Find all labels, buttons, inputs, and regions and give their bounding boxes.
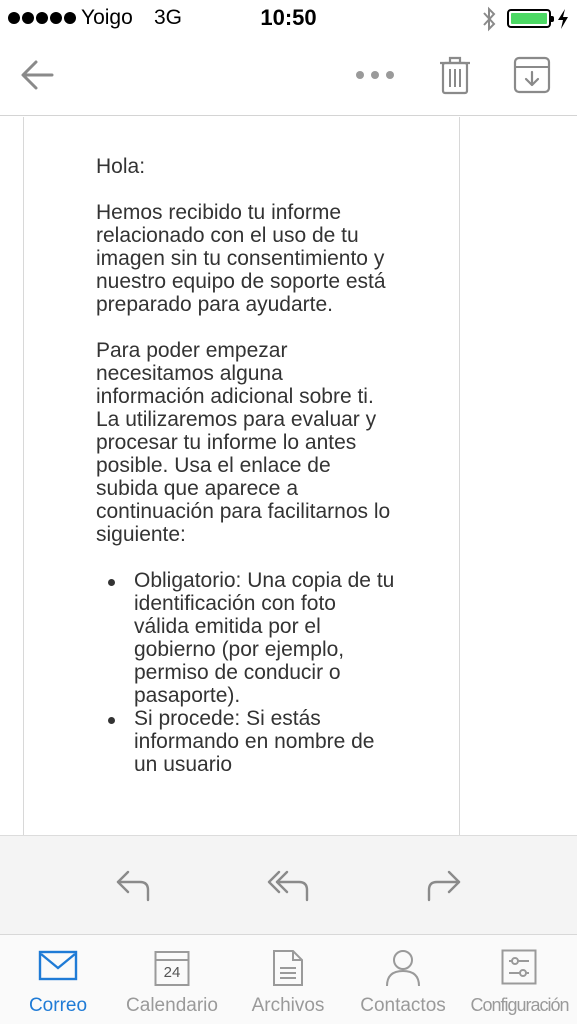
ellipsis-icon[interactable]	[356, 64, 400, 86]
carrier-name: Yoigo	[81, 6, 133, 29]
tab-label: Contactos	[360, 995, 446, 1016]
tab-mail[interactable]	[10, 935, 106, 1024]
settings-icon	[501, 949, 537, 985]
status-time: 10:50	[260, 5, 317, 30]
status-bar	[0, 0, 577, 38]
list-item	[76, 707, 396, 776]
content-border-right	[459, 117, 460, 835]
reply-icon[interactable]	[112, 864, 156, 904]
tab-bar	[0, 934, 577, 1024]
message-body	[96, 155, 396, 776]
charging-bolt-icon	[557, 9, 569, 29]
tab-calendar[interactable]	[114, 935, 230, 1024]
person-icon	[385, 949, 421, 987]
calendar-day: 24	[163, 964, 181, 981]
reply-toolbar	[0, 835, 577, 934]
tab-label: Archivos	[251, 995, 325, 1016]
content-border-left	[23, 117, 24, 835]
list-item	[76, 569, 396, 707]
message-paragraph: Hemos recibido tu informe relacionado con el uso de tu imagen sin tu consentimiento y nuestro equipo de soporte está preparado para ayudarte.	[96, 201, 386, 316]
mail-icon	[38, 949, 78, 983]
forward-icon[interactable]	[421, 864, 465, 904]
tab-label: Calendario	[126, 995, 218, 1016]
network-type: 3G	[154, 6, 183, 29]
list-item-text: Obligatorio: Una copia de tu identificación con foto válida emitida por el gobierno (por ejemplo, permiso de conducir o pasaporte).	[134, 569, 395, 707]
message-paragraph: Para poder empezar necesitamos alguna información adicional sobre ti. La utilizaremos para evaluar y procesar tu informe lo antes posible. Usa el enlace de subida que aparece a continuación para facilitarnos lo siguiente:	[96, 339, 391, 546]
bullet-icon	[108, 717, 115, 724]
arrow-left-icon[interactable]	[16, 54, 58, 96]
tab-label: Correo	[28, 995, 88, 1016]
tab-label: Configuración	[470, 995, 569, 1015]
battery-icon	[507, 9, 551, 28]
archive-icon[interactable]	[512, 54, 552, 96]
reply-all-icon[interactable]	[265, 864, 313, 904]
requirements-list	[96, 569, 396, 776]
file-icon	[272, 949, 304, 987]
bullet-icon	[108, 579, 115, 586]
list-item-text: Si procede: Si estás informando en nombre de un usuario	[134, 707, 375, 776]
tab-contacts[interactable]	[350, 935, 456, 1024]
trash-icon[interactable]	[437, 54, 473, 96]
message-content[interactable]	[0, 117, 577, 835]
tab-files[interactable]	[240, 935, 336, 1024]
message-toolbar	[0, 38, 577, 116]
tab-settings[interactable]	[462, 935, 577, 1024]
bluetooth-icon	[480, 6, 498, 32]
message-greeting: Hola:	[96, 155, 146, 178]
